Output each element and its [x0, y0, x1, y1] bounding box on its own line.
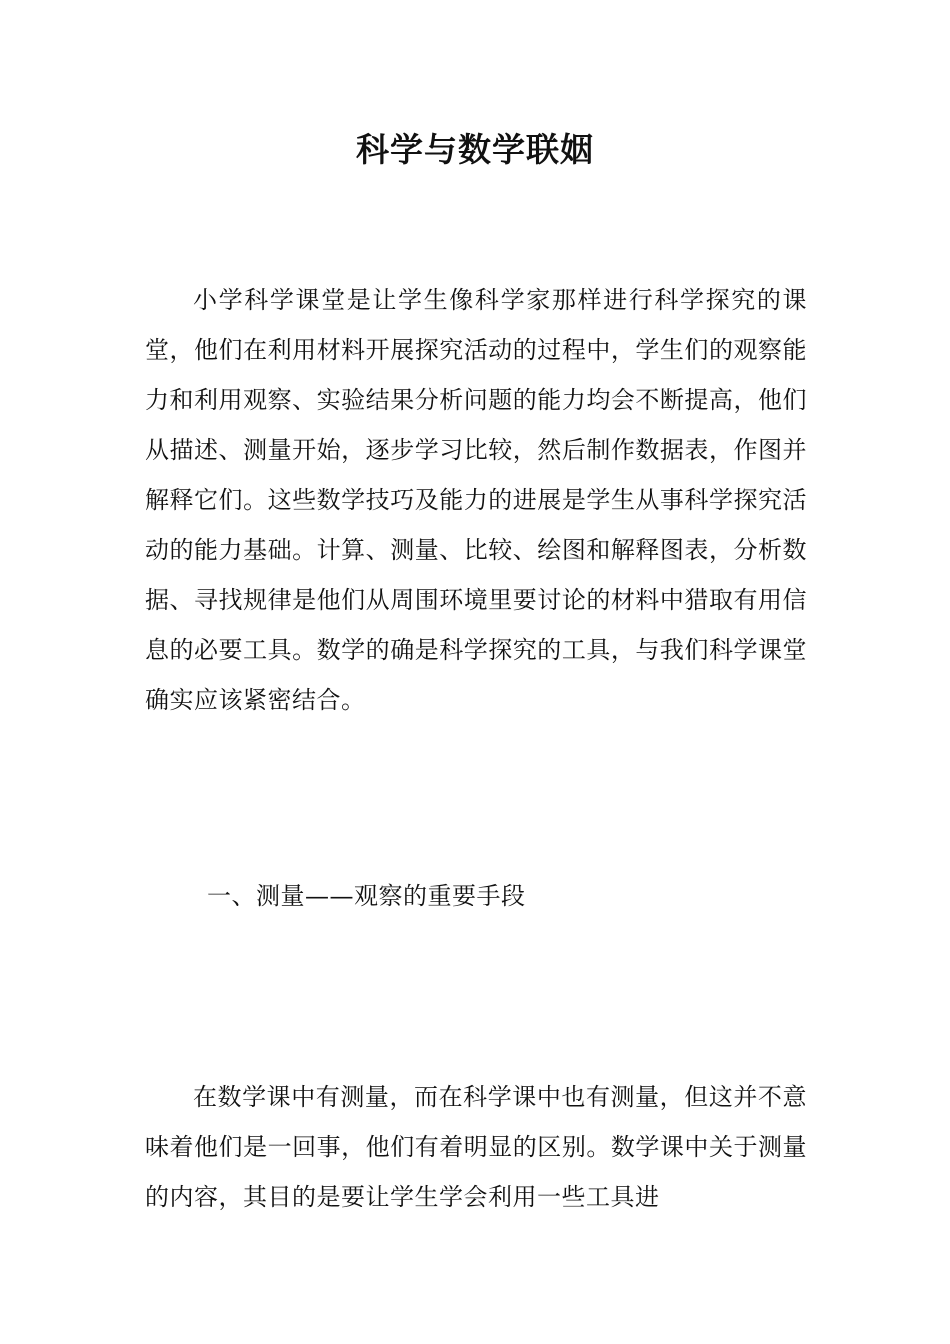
section-heading: 一、测量——观察的重要手段 — [207, 882, 526, 910]
document-title: 科学与数学联姻 — [356, 130, 594, 169]
body-paragraph: 在数学课中有测量，而在科学课中也有测量，但这并不意味着他们是一回事，他们有着明显的区别。数学课中关于测量的内容，其目的是要让学生学会利用一些工具进 — [145, 1083, 807, 1211]
intro-paragraph: 小学科学课堂是让学生像科学家那样进行科学探究的课堂，他们在利用材料开展探究活动的过程中，学生们的观察能力和利用观察、实验结果分析问题的能力均会不断提高，他们从描述、测量开始，逐步学习比较，然后制作数据表，作图并解释它们。这些数学技巧及能力的进展是学生从事科学探究活动的能力基础。计算、测量、比较、绘图和解释图表，分析数据、寻找规律是他们从周围环境里要讨论的材料中猎取有用信息的必要工具。数学的确是科学探究的工具，与我们科学课堂确实应该紧密结合。 — [145, 286, 807, 714]
